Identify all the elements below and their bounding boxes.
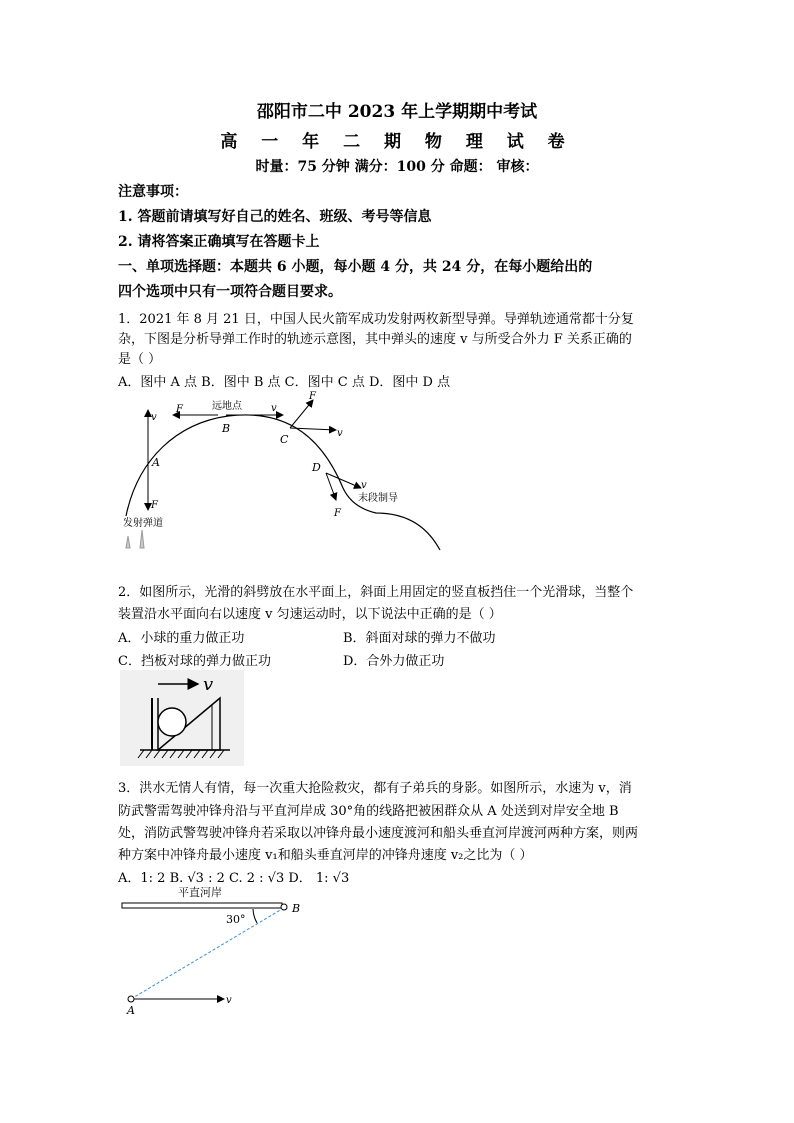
label-launch: 发射弹道	[123, 518, 163, 529]
river-bank	[122, 903, 282, 908]
exam-title: 邵阳市二中 2023 年上学期期中考试	[256, 102, 538, 122]
q2-option-a: A．小球的重力做正功	[118, 631, 245, 646]
note-item-1: 1. 答题前请填写好自己的姓名、班级、考号等信息	[118, 209, 432, 225]
q1-line3: 是（ ）	[118, 352, 162, 367]
label-F-A: F	[151, 500, 158, 511]
label-v-B: v	[271, 403, 277, 414]
label-A: A	[152, 456, 160, 469]
q1-options: A．图中 A 点 B．图中 B 点 C．图中 C 点 D．图中 D 点	[118, 375, 451, 390]
label-v-C: v	[337, 428, 343, 439]
label-v-D: v	[361, 480, 367, 491]
ball	[158, 708, 186, 736]
label-v: v	[203, 674, 214, 695]
q1-line1: 1．2021 年 8 月 21 日，中国人民火箭军成功发射两枚新型导弹。导弹轨迹通常都十分复	[118, 312, 634, 327]
q2-option-c: C．挡板对球的弹力做正功	[118, 654, 271, 669]
q2-wedge-figure	[120, 670, 244, 766]
label-angle: 30°	[226, 913, 246, 926]
section1-line2: 四个选项中只有一项符合题目要求。	[118, 284, 342, 300]
label-terminal: 末段制导	[358, 493, 398, 504]
q1-trajectory-figure	[118, 388, 448, 553]
q3-line3: 处，消防武警驾驶冲锋舟若采取以冲锋舟最小速度渡河和船头垂直河岸渡河两种方案，则两	[118, 826, 639, 841]
q3-line2: 防武警需驾驶冲锋舟沿与平直河岸成 30°角的线路把被困群众从 A 处送到对岸安全地 B	[118, 804, 619, 819]
q2-line1: 2．如图所示，光滑的斜劈放在水平面上，斜面上用固定的竖直板挡住一个光滑球，当整个	[118, 585, 634, 600]
label-D: D	[312, 461, 321, 474]
rocket-icon	[140, 530, 144, 548]
q2-option-d: D．合外力做正功	[343, 654, 445, 669]
label-F-D: F	[334, 508, 341, 519]
note-item-2: 2. 请将答案正确填写在答题卡上	[118, 234, 320, 250]
label-F-C: F	[309, 391, 316, 402]
label-F-B: F	[176, 404, 183, 415]
angle-arc	[253, 909, 257, 923]
q3-line1: 3．洪水无情人有情，每一次重大抢险救灾，都有子弟兵的身影。如图所示，水速为 v，消	[118, 781, 632, 796]
label-v-A: v	[151, 412, 157, 423]
exam-subtitle: 高 一 年 二 期 物 理 试 卷	[220, 132, 574, 152]
point-A	[128, 996, 134, 1002]
q3-river-figure	[118, 885, 308, 1017]
q3-line4: 种方案中冲锋舟最小速度 v₁和船头垂直河岸的冲锋舟速度 v₂之比为（ ）	[118, 848, 533, 863]
q1-line2: 杂，下图是分析导弹工作时的轨迹示意图，其中弹头的速度 v 与所受合外力 F 关系正确的	[118, 332, 632, 347]
label-bank: 平直河岸	[178, 886, 222, 899]
label-B: B	[292, 902, 301, 915]
notes-heading: 注意事项：	[118, 184, 188, 200]
route-line	[131, 909, 282, 999]
q2-line2: 装置沿水平面向右以速度 v 匀速运动时，以下说法中正确的是（ ）	[118, 607, 502, 622]
label-B: B	[222, 422, 231, 435]
q3-options: A．1: 2 B. √3 : 2 C. 2 : √3 D． 1: √3	[118, 871, 350, 886]
q2-option-b: B．斜面对球的弹力不做功	[343, 631, 496, 646]
label-A: A	[127, 1004, 135, 1017]
arrow-F-C	[290, 400, 313, 428]
rocket-icon	[126, 536, 130, 548]
label-far-point: 远地点	[212, 401, 242, 412]
exam-meta: 时量：75 分钟 满分：100 分 命题： 审核：	[255, 159, 539, 175]
label-v: v	[226, 995, 232, 1006]
section1-line1: 一、单项选择题：本题共 6 小题，每小题 4 分，共 24 分，在每小题给出的	[118, 259, 593, 275]
label-C: C	[280, 433, 289, 446]
